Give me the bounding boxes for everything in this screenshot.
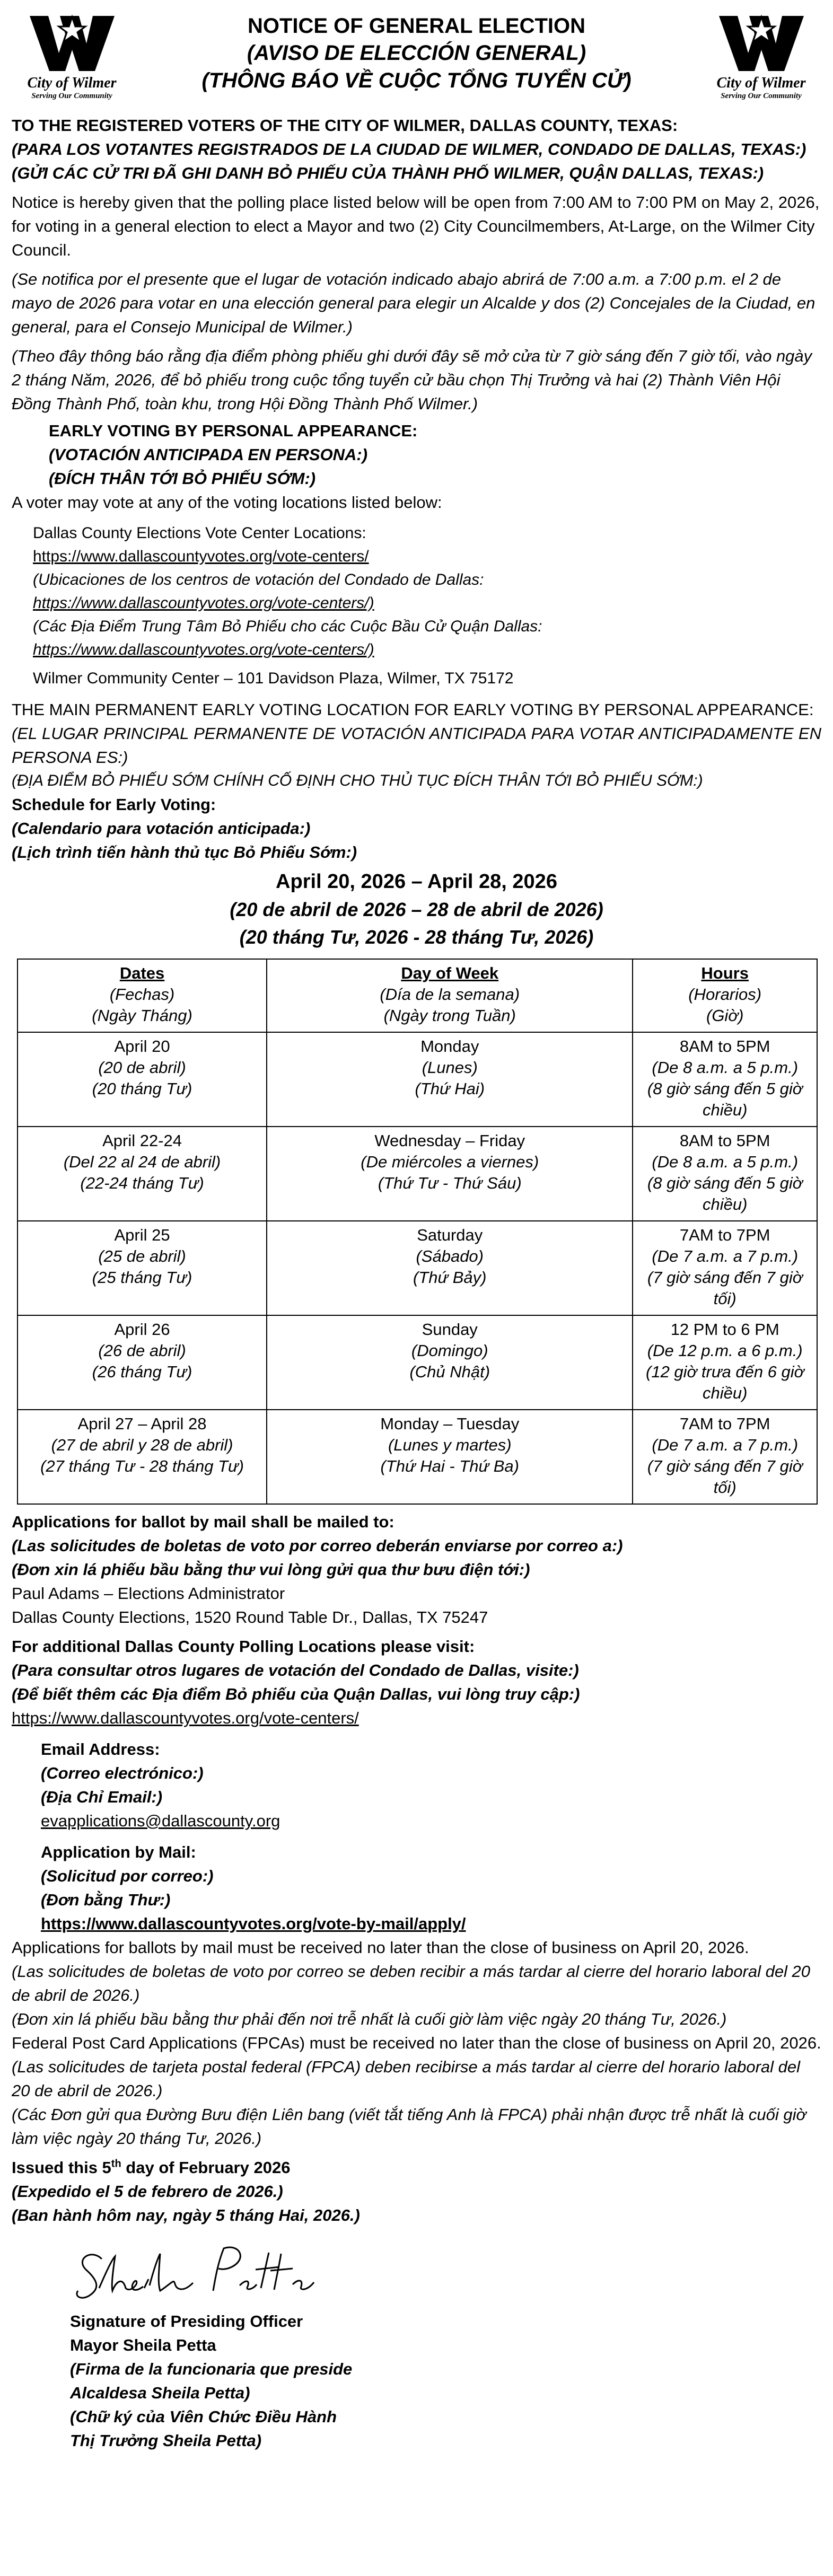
signature-title-es: (Firma de la funcionaria que preside xyxy=(70,2360,353,2378)
schedule-range-es: (20 de abril de 2026 – 28 de abril de 2026) xyxy=(230,899,603,920)
date-cell: April 20 (20 de abril) (20 tháng Tư) xyxy=(17,1032,267,1127)
w-star-logo-icon xyxy=(716,12,806,75)
signature-title-en: Signature of Presiding Officer xyxy=(70,2312,303,2331)
column-header-dates: Dates (Fechas) (Ngày Tháng) xyxy=(17,959,267,1032)
addressee-en: TO THE REGISTERED VOTERS OF THE CITY OF WILMER, DALLAS COUNTY, TEXAS: xyxy=(12,116,678,135)
schedule-heading-es: (Calendario para votación anticipada:) xyxy=(12,819,311,838)
app-by-mail-block xyxy=(12,1840,821,1936)
early-voting-schedule-table xyxy=(17,959,818,1505)
notice-es: (Se notifica por el presente que el lugar de votación indicado abajo abrirá de 7:00 a.m. a 7:00 p.m. el 2 de mayo de 2026 para votar en una elección general para elegir un Alcalde y dos (2) Concejales de la Ciudad, en general, para el Consejo Municipal de Wilmer.) xyxy=(12,270,816,336)
early-voting-heading-vi: (ĐÍCH THÂN TỚI BỎ PHIẾU SỚM:) xyxy=(49,469,316,488)
hours-cell: 12 PM to 6 PM (De 12 p.m. a 6 p.m.) (12 giờ trưa đến 6 giờ chiều) xyxy=(633,1315,817,1410)
logo-name: City of Wilmer xyxy=(716,75,806,91)
title-vi: (THÔNG BÁO VỀ CUỘC TỔNG TUYỂN CỬ) xyxy=(201,69,632,92)
addressee-es: (PARA LOS VOTANTES REGISTRADOS DE LA CIUDAD DE WILMER, CONDADO DE DALLAS, TEXAS:) xyxy=(12,140,806,159)
main-location-vi: (ĐỊA ĐIỂM BỎ PHIẾU SỚM CHÍNH CỐ ĐỊNH CHO THỦ TỤC ĐÍCH THÂN TỚI BỎ PHIẾU SỚM:) xyxy=(12,772,703,789)
handwritten-signature-icon xyxy=(70,2238,346,2307)
day-cell: Monday (Lunes) (Thứ Hai) xyxy=(267,1032,633,1127)
header xyxy=(12,7,821,113)
mail-deadline-en: Applications for ballots by mail must be received no later than the close of business on April 20, 2026. xyxy=(12,1938,749,1957)
issued-vi: (Ban hành hôm nay, ngày 5 tháng Hai, 2026.) xyxy=(12,2206,360,2225)
date-cell: April 27 – April 28 (27 de abril y 28 de abril) (27 tháng Tư - 28 tháng Tư) xyxy=(17,1410,267,1504)
fpca-deadline-es: (Las solicitudes de tarjeta postal federal (FPCA) deben recibirse a más tardar al cierre del horario laboral del 20 de abril de 2026.) xyxy=(12,2058,801,2100)
issued-es: (Expedido el 5 de febrero de 2026.) xyxy=(12,2182,283,2201)
column-header-hours: Hours (Horarios) (Giờ) xyxy=(633,959,817,1032)
day-cell: Sunday (Domingo) (Chủ Nhật) xyxy=(267,1315,633,1410)
schedule-heading-vi: (Lịch trình tiến hành thủ tục Bỏ Phiếu Sớm:) xyxy=(12,843,357,861)
table-row xyxy=(17,1127,817,1221)
day-cell: Monday – Tuesday (Lunes y martes) (Thứ Hai - Thứ Ba) xyxy=(267,1410,633,1504)
hours-cell: 8AM to 5PM (De 8 a.m. a 5 p.m.) (8 giờ sáng đến 5 giờ chiều) xyxy=(633,1032,817,1127)
main-location-en: THE MAIN PERMANENT EARLY VOTING LOCATION FOR EARLY VOTING BY PERSONAL APPEARANCE: xyxy=(12,700,814,719)
table-row xyxy=(17,1315,817,1410)
mail-apps-heading-vi: (Đơn xin lá phiếu bầu bằng thư vui lòng gửi qua thư bưu điện tới:) xyxy=(12,1560,530,1579)
app-by-mail-heading-en: Application by Mail: xyxy=(41,1843,196,1861)
email-heading-es: (Correo electrónico:) xyxy=(41,1764,204,1782)
schedule-range-vi: (20 tháng Tư, 2026 - 28 tháng Tư, 2026) xyxy=(239,926,594,948)
vote-center-label-en: Dallas County Elections Vote Center Locations: xyxy=(33,524,366,542)
vote-center-block xyxy=(12,522,821,690)
day-cell: Saturday (Sábado) (Thứ Bảy) xyxy=(267,1221,633,1315)
email-heading-en: Email Address: xyxy=(41,1740,160,1759)
vote-center-link-es[interactable]: https://www.dallascountyvotes.org/vote-centers/) xyxy=(33,594,374,612)
app-by-mail-heading-es: (Solicitud por correo:) xyxy=(41,1867,214,1885)
logo-tagline: Serving Our Community xyxy=(31,92,112,100)
hours-cell: 8AM to 5PM (De 8 a.m. a 5 p.m.) (8 giờ sáng đến 5 giờ chiều) xyxy=(633,1127,817,1221)
schedule-range xyxy=(12,867,821,951)
email-heading-vi: (Địa Chỉ Email:) xyxy=(41,1788,163,1806)
main-location-es: (EL LUGAR PRINCIPAL PERMANENTE DE VOTACIÓN ANTICIPADA PARA VOTAR ANTICIPADAMENTE EN PERSONA ES:) xyxy=(12,724,821,767)
signature-name-es: Alcaldesa Sheila Petta) xyxy=(70,2384,250,2402)
mail-deadline-es: (Las solicitudes de boletas de voto por correo se deben recibir a más tardar al cierre del horario laboral del 20 de abril de 2026.) xyxy=(12,1962,811,2004)
email-block xyxy=(12,1737,821,1833)
title-es: (AVISO DE ELECCIÓN GENERAL) xyxy=(247,41,586,65)
vote-center-label-es: (Ubicaciones de los centros de votación del Condado de Dallas: xyxy=(33,571,484,588)
early-voting-heading-es: (VOTACIÓN ANTICIPADA EN PERSONA:) xyxy=(49,445,368,464)
table-header-row xyxy=(17,959,817,1032)
column-header-day: Day of Week (Día de la semana) (Ngày trong Tuần) xyxy=(267,959,633,1032)
additional-heading-en: For additional Dallas County Polling Locations please visit: xyxy=(12,1637,475,1656)
mail-apps-heading-es: (Las solicitudes de boletas de voto por correo deberán enviarse por correo a:) xyxy=(12,1536,623,1555)
additional-locations-link[interactable]: https://www.dallascountyvotes.org/vote-centers/ xyxy=(12,1709,359,1727)
hours-cell: 7AM to 7PM (De 7 a.m. a 7 p.m.) (7 giờ sáng đến 7 giờ tối) xyxy=(633,1410,817,1504)
signature-title-vi: (Chữ ký của Viên Chức Điều Hành xyxy=(70,2407,337,2426)
date-cell: April 22-24 (Del 22 al 24 de abril) (22-24 tháng Tư) xyxy=(17,1127,267,1221)
date-cell: April 26 (26 de abril) (26 tháng Tư) xyxy=(17,1315,267,1410)
title-block xyxy=(139,13,694,94)
early-voting-intro: A voter may vote at any of the voting locations listed below: xyxy=(12,493,442,512)
signature-name-vi: Thị Trưởng Sheila Petta) xyxy=(70,2431,262,2450)
app-by-mail-link[interactable]: https://www.dallascountyvotes.org/vote-by-mail/apply/ xyxy=(41,1914,466,1933)
schedule-heading-en: Schedule for Early Voting: xyxy=(12,795,216,814)
logo-tagline: Serving Our Community xyxy=(721,92,802,100)
hours-cell: 7AM to 7PM (De 7 a.m. a 7 p.m.) (7 giờ sáng đến 7 giờ tối) xyxy=(633,1221,817,1315)
mail-deadline-vi: (Đơn xin lá phiếu bầu bằng thư phải đến nơi trễ nhất là cuối giờ làm việc ngày 20 tháng Tư, 2026.) xyxy=(12,2010,727,2028)
table-row xyxy=(17,1221,817,1315)
addressee-vi: (GỬI CÁC CỬ TRI ĐÃ GHI DANH BỎ PHIẾU CỦA THÀNH PHỐ WILMER, QUẬN DALLAS, TEXAS:) xyxy=(12,164,764,182)
issued-en: Issued this 5th day of February 2026 xyxy=(12,2158,291,2177)
app-by-mail-heading-vi: (Đơn bằng Thư:) xyxy=(41,1891,171,1909)
community-center: Wilmer Community Center – 101 Davidson Plaza, Wilmer, TX 75172 xyxy=(33,670,514,687)
signature-name-en: Mayor Sheila Petta xyxy=(70,2336,216,2354)
date-cell: April 25 (25 de abril) (25 tháng Tư) xyxy=(17,1221,267,1315)
w-star-logo-icon xyxy=(27,12,117,75)
title-en: NOTICE OF GENERAL ELECTION xyxy=(247,14,586,38)
vote-center-link-vi[interactable]: https://www.dallascountyvotes.org/vote-centers/) xyxy=(33,641,374,658)
city-logo-left xyxy=(15,12,129,101)
notice-en: Notice is hereby given that the polling place listed below will be open from 7:00 AM to 7:00 PM on May 2, 2026, for voting in a general election to elect a Mayor and two (2) City Councilmembers, At-Large, on the Wilmer City Council. xyxy=(12,193,820,259)
fpca-deadline-vi: (Các Đơn gửi qua Đường Bưu điện Liên bang (viết tắt tiếng Anh là FPCA) phải nhận được trễ nhất là cuối giờ làm việc ngày 20 tháng Tư, 2026.) xyxy=(12,2105,806,2148)
table-row xyxy=(17,1410,817,1504)
notice-vi: (Theo đây thông báo rằng địa điểm phòng phiếu ghi dưới đây sẽ mở cửa từ 7 giờ sáng đến 7 giờ tối, vào ngày 2 tháng Năm, 2026, để bỏ phiếu trong cuộc tổng tuyển cử bầu chọn Thị Trưởng và hai (2) Thành Viên Hội Đồng Thành Phố, toàn khu, trong Hội Đồng Thành Phố Wilmer.) xyxy=(12,347,812,413)
fpca-deadline-en: Federal Post Card Applications (FPCAs) must be received no later than the close of business on April 20, 2026. xyxy=(12,2034,821,2052)
elections-address: Dallas County Elections, 1520 Round Table Dr., Dallas, TX 75247 xyxy=(12,1608,488,1627)
table-row xyxy=(17,1032,817,1127)
vote-center-label-vi: (Các Địa Điểm Trung Tâm Bỏ Phiếu cho các Cuộc Bầu Cử Quận Dallas: xyxy=(33,618,542,635)
additional-heading-vi: (Để biết thêm các Địa điểm Bỏ phiếu của Quận Dallas, vui lòng truy cập:) xyxy=(12,1685,580,1703)
mail-apps-heading-en: Applications for ballot by mail shall be mailed to: xyxy=(12,1513,394,1531)
logo-name: City of Wilmer xyxy=(27,75,117,91)
additional-heading-es: (Para consultar otros lugares de votación del Condado de Dallas, visite:) xyxy=(12,1661,579,1680)
elections-administrator: Paul Adams – Elections Administrator xyxy=(12,1584,285,1603)
day-cell: Wednesday – Friday (De miércoles a viernes) (Thứ Tư - Thứ Sáu) xyxy=(267,1127,633,1221)
vote-center-link[interactable]: https://www.dallascountyvotes.org/vote-centers/ xyxy=(33,548,369,565)
early-voting-heading-en: EARLY VOTING BY PERSONAL APPEARANCE: xyxy=(49,421,418,440)
email-link[interactable]: evapplications@dallascounty.org xyxy=(41,1812,280,1830)
schedule-range-en: April 20, 2026 – April 28, 2026 xyxy=(276,871,557,893)
signature-block xyxy=(70,2238,821,2452)
city-logo-right xyxy=(704,12,818,101)
